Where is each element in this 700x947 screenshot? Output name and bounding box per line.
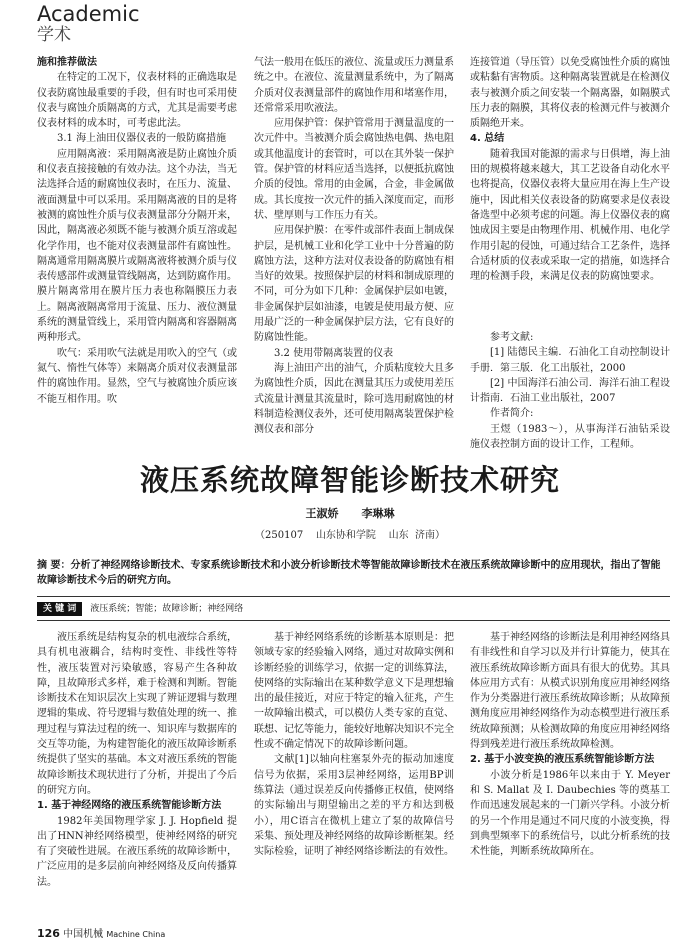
keywords-divider [37,620,670,621]
paragraph: 气法一般用在低压的液位、流量或压力测量系统之中。在液位、流量测量系统中，为了隔离介质对仪表测量部件的腐蚀作用和堵塞作用，还常常采用吹液法。 [254,57,454,114]
author-bio: 王煜（1983～），从事海洋石油钻采设施仪表控制方面的设计工作，工程师。 [470,423,670,451]
paragraph: 应用保护管：保护管常用于测量温度的一次元件中。当被测介质会腐蚀热电偶、热电阻或其他温度计的套管时，可以在其外装一保护管。保护管的材料应适当选择，以便抵抗腐蚀介质的侵蚀。常用的由金属，合金，非金属做成。其长度按一次元件的插入深度而定，而形状、壁厚则与工作压力有关。 [254,118,454,221]
journal-name-en: Machine China [106,930,166,939]
reference-item: [2] 中国海洋石油公司．海洋石油工程设计指南．石油工业出版社，2007 [470,377,670,405]
paragraph: 3.1 海上油田仪器仪表的一般防腐措施 [57,133,227,145]
section-heading: 施和推荐做法 [37,57,97,68]
paragraph: 应用隔离液：采用隔离液是防止腐蚀介质和仪表直接接触的有效办法。这个办法，当无法选择合适的耐腐蚀仪表时，在压力、流量、液面测量中可以采用。采用隔离液的目的是将被测的腐蚀性介质与仪表测量部分分隔开来，因此，隔离液必须既不能与被测介质互溶或起化学作用，也不能对仪表测量部件有腐蚀性。隔离通常用隔离膜片或隔离液将被测介质与仪表传感部件或测量管线隔离，达到防腐作用。膜片隔离常用在膜片压力表也称隔膜压力表上。隔离液隔离常用于流量、压力、液位测量系统的测量管线上，采用管内隔离和容器隔离两种形式。 [37,148,237,344]
author-title: 作者简介: [490,408,534,420]
top-column-3 [470,55,670,284]
abstract-label: 摘 要： [37,560,71,571]
paragraph: 小波分析是1986年以来由于 Y. Meyer 和 S. Mallat 及 I. Daubechies 等的奠基工作而迅速发展起来的一门新兴学科。小波分析的另一个作用是通过不同尺度的小波变换，得到典型频率下的系统信号，以此分析系统的技术性能，判断系统故障所在。 [470,769,670,858]
section-heading: 4. 总结 [470,133,505,145]
paragraph: 连接管道（导压管）以免受腐蚀性介质的腐蚀或粘黏有害物质。这种隔离装置就是在检测仪表与被测介质之间安装一个隔离器，如隔膜式压力表的隔膜，其将仪表的检测元件与被测介质隔绝开来。 [470,57,670,130]
references [470,330,670,452]
top-column-2 [254,55,454,437]
keywords [37,602,670,616]
paragraph: 吹气：采用吹气法就是用吹入的空气（或氮气、惰性气体等）来隔离介质对仪表测量部件的腐蚀作用。显然，空气与被腐蚀介质应该不能互相作用。吹 [37,347,237,405]
article-title: 液压系统故障智能诊断技术研究 [139,463,560,497]
paragraph: 在特定的工况下，仪表材料的正确选取是仪表防腐蚀最重要的手段，但有时也可采用使仪表与腐蚀介质隔离的方式，尤其是需要考虑仪表材料的成本时，可考虑此法。 [37,72,237,130]
journal-name-zh: 中国机械 [63,929,104,940]
abstract-text: 分析了神经网络诊断技术、专家系统诊断技术和小波分析诊断技术等智能故障诊断技术在液压系统故障诊断中的应用现状，指出了智能故障诊断技术今后的研究方向。 [37,560,661,586]
abstract-divider [37,596,670,597]
brand-zh: 学术 [37,25,71,45]
paragraph: 海上油田产出的油气，介质粘度较大且多为腐蚀性介质，因此在测量其压力或使用差压式流量计测量其流量时，除可选用耐腐蚀的材料制造检测仪表外，还可使用隔离装置保护检测仪表和部分 [254,362,454,436]
keywords-label: 关 键 词 [37,602,82,616]
body-column-3 [470,630,670,859]
page-footer [37,925,165,940]
top-column-1 [37,55,237,407]
brand-en: Academic [37,2,140,26]
article-authors: 王淑娇 李琳琳 [305,507,395,520]
paragraph: 基于神经网络系统的诊断基本原则是：把领域专家的经验输入网络，通过对故障实例和诊断经验的训练学习，依据一定的训练算法，使网络的实际输出在某种数学意义下是理想输出的最佳接近，对应于特定的输入征兆，产生一故障输出模式，可以模仿人类专家的直觉、联想、记忆等能力，能较好地解决知识不完全性或不确定情况下的故障诊断问题。 [254,632,454,751]
body-column-1 [37,630,237,890]
paragraph: 3.2 使用带隔离装置的仪表 [274,347,394,359]
abstract [37,558,670,588]
paragraph: 基于神经网络的诊断法是利用神经网络具有非线性和自学习以及并行计算能力，使其在液压系统故障诊断方面具有很大的优势。其具体应用方式有：从模式识别角度应用神经网络作为分类器进行液压系统故障诊断；从故障预测角度应用神经网络作为动态模型进行液压系统故障预测；从检测故障的角度应用神经网络得到残差进行液压系统故障检测。 [470,632,670,751]
article-affiliation: （250107 山东协和学院 山东 济南） [255,530,445,541]
section-heading: 2. 基于小波变换的液压系统智能诊断方法 [470,754,655,766]
page-number: 126 [37,927,60,940]
reference-item: [1] 陆德民主编．石油化工自动控制设计手册．第三版．化工出版社，2000 [470,347,670,374]
paragraph: 应用保护膜：在零件或部件表面上制成保护层，是机械工业和化学工业中十分普遍的防腐蚀方法，这种方法对仪表设备的防腐蚀有相当好的效果。按照保护层的材料和制成原理的不同，可分为如下几种：金属保护层如电镀，非金属保护层如油漆，电镀是使用最方便、应用最广泛的一种金属保护层方法，它有良好的防腐蚀性能。 [254,225,454,344]
section-heading: 1. 基于神经网络的液压系统智能诊断方法 [37,800,222,812]
paragraph: 1982年美国物理学家 J. J. Hopfield 提出了HNN神经网络模型，使神经网络的研究有了突破性进展。在液压系统的故障诊断中，广泛应用的是多层前向神经网络及反向传播算法。 [37,815,237,888]
paragraph: 文献[1]以轴向柱塞泵外壳的振动加速度信号为依据，采用3层神经网络，运用BP训练算法（通过误差反向传播修正权值，使网络的实际输出与期望输出之差的平方和达到极小），用C语言在微机上建立了泵的故障信号采集、预处理及神经网络的故障诊断框架。经实际检验，证明了神经网络诊断法的有效性。 [254,754,454,858]
references-title: 参考文献: [490,332,534,343]
paragraph: 液压系统是结构复杂的机电液综合系统，具有机电液耦合，结构时变性、非线性等特性，液压装置对污染敏感，容易产生各种故障，且故障形式多样，难于检测和判断。智能诊断技术在知识层次上实现了辨证逻辑与数理逻辑的集成、符号逻辑与数值处理的统一、推理过程与算法过程的统一、知识库与数据库的交互等功能，为构建智能化的液压故障诊断系统提供了坚实的基础。本文对液压系统的智能故障诊断技术现状进行了分析，并提出了今后的研究方向。 [37,632,237,796]
keywords-text: 液压系统；智能；故障诊断；神经网络 [90,604,244,614]
body-column-2 [254,630,454,859]
paragraph: 随着我国对能源的需求与日俱增，海上油田的规模将越来越大，其工艺设备自动化水平也将提高，仪器仪表将大量应用在海上生产设施中，因此相关仪表设备的防腐要求是仪表设备选型中必须考虑的问题。海上仪器仪表的腐蚀成因主要是由物理作用、机械作用、电化学作用引起的侵蚀，可通过结合工艺条件，选择合适材质的仪表或采取一定的措施，如选择合理的检测手段，来满足仪表的防腐蚀要求。 [470,148,670,283]
journal-brand [37,3,140,45]
